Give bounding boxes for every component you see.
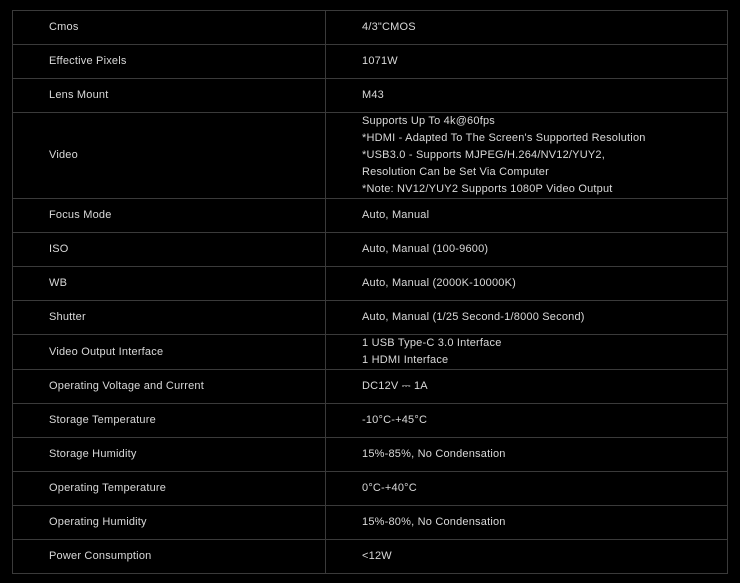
spec-label: Lens Mount [13,79,326,113]
spec-value-line: DC12V ⎓ 1A [362,380,428,392]
table-row [13,301,728,335]
table-row [13,199,728,233]
spec-label: Operating Temperature [13,472,326,506]
table-row [13,370,728,404]
spec-value [326,301,728,335]
table-row [13,404,728,438]
table-row [13,113,728,199]
table-row [13,267,728,301]
spec-value [326,45,728,79]
table-row [13,45,728,79]
spec-value [326,267,728,301]
table-row [13,438,728,472]
spec-label: Effective Pixels [13,45,326,79]
spec-value-line: Auto, Manual (1/25 Second-1/8000 Second) [362,311,585,323]
spec-value [326,11,728,45]
spec-value [326,233,728,267]
spec-label: WB [13,267,326,301]
spec-value-line: Auto, Manual [362,209,430,221]
spec-value-line: *USB3.0 - Supports MJPEG/H.264/NV12/YUY2, [362,149,605,161]
spec-value [326,472,728,506]
spec-label: Power Consumption [13,540,326,574]
spec-value-line: 0°C-+40°C [362,482,417,494]
spec-label: Video [13,113,326,199]
spec-value-line: Resolution Can be Set Via Computer [362,166,549,178]
spec-value [326,438,728,472]
table-row [13,233,728,267]
spec-value [326,335,728,370]
spec-value-line: 15%-85%, No Condensation [362,448,506,460]
spec-value [326,79,728,113]
spec-value [326,199,728,233]
table-row [13,506,728,540]
table-row [13,11,728,45]
spec-value-line: Auto, Manual (2000K-10000K) [362,277,516,289]
spec-value [326,113,728,199]
spec-label: Operating Humidity [13,506,326,540]
spec-value-line: -10°C-+45°C [362,414,428,426]
spec-value-line: 1 USB Type-C 3.0 Interface [362,337,502,349]
spec-label: Focus Mode [13,199,326,233]
spec-value-line: *HDMI - Adapted To The Screen's Supported Resolution [362,132,646,144]
spec-value-line: Auto, Manual (100-9600) [362,243,489,255]
spec-label: Video Output Interface [13,335,326,370]
spec-value-line: <12W [362,550,392,562]
table-row [13,79,728,113]
spec-label: Shutter [13,301,326,335]
spec-label: Storage Temperature [13,404,326,438]
spec-value [326,506,728,540]
spec-label: Storage Humidity [13,438,326,472]
spec-value-line: 15%-80%, No Condensation [362,516,506,528]
spec-value [326,404,728,438]
table-row [13,335,728,370]
spec-value-line: 1071W [362,55,398,67]
table-row [13,472,728,506]
spec-value-line: 4/3"CMOS [362,21,416,33]
spec-table [12,10,728,574]
spec-label: ISO [13,233,326,267]
spec-value [326,540,728,574]
spec-label: Cmos [13,11,326,45]
spec-value-line: *Note: NV12/YUY2 Supports 1080P Video Output [362,183,613,195]
table-row [13,540,728,574]
spec-label: Operating Voltage and Current [13,370,326,404]
spec-value-line: 1 HDMI Interface [362,354,449,366]
spec-value [326,370,728,404]
spec-value-line: M43 [362,89,384,101]
spec-value-line: Supports Up To 4k@60fps [362,115,495,127]
